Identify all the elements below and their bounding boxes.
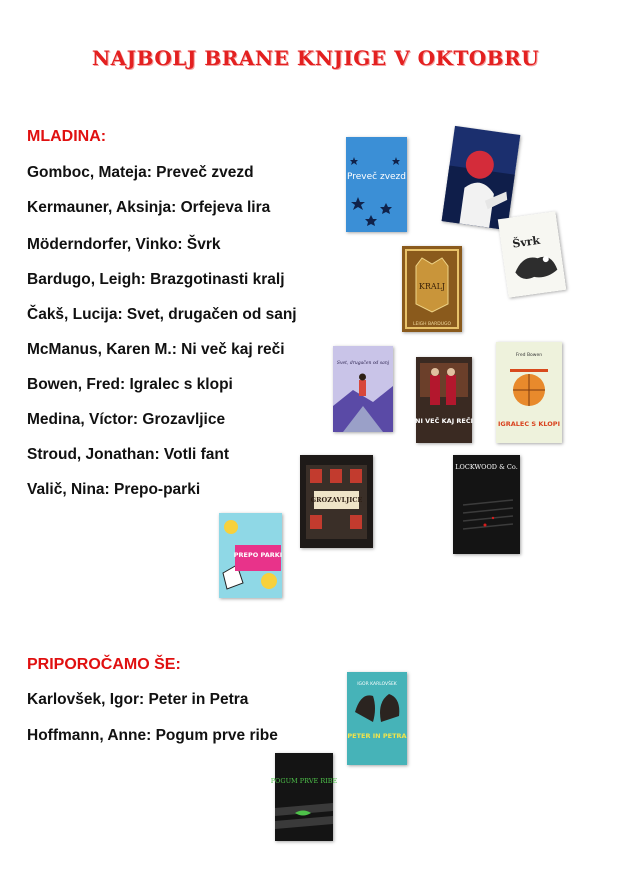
cover-title: Preveč zvezd (346, 172, 407, 182)
book-entry: Stroud, Jonathan: Votli fant (27, 446, 230, 463)
book-entry: Kermauner, Aksinja: Orfejeva lira (27, 199, 271, 216)
book-cover-prepo-parki (219, 513, 282, 598)
cover-title: Švrk (511, 233, 541, 251)
book-entry: Valič, Nina: Prepo-parki (27, 481, 201, 498)
book-entry: Bowen, Fred: Igralec s klopi (27, 376, 233, 393)
book-cover-svet-drugacen (333, 346, 393, 432)
book-entry: McManus, Karen M.: Ni več kaj reči (27, 341, 285, 358)
book-entry: Medina, Víctor: Grozavljice (27, 411, 226, 428)
cover-author: Fred Bowen (515, 353, 543, 358)
cover-title: NI VEČ KAJ REČI (414, 417, 474, 425)
page-title: NAJBOLJ BRANE KNJIGE V OKTOBRU (91, 46, 540, 70)
cover-title: IGRALEC S KLOPI (497, 420, 561, 428)
book-cover-pogum-prve-ribe (270, 753, 338, 841)
cover-title: KRALJ (418, 282, 446, 291)
book-cover-igralec-s-klopi (496, 342, 562, 443)
book-entry: Bardugo, Leigh: Brazgotinasti kralj (27, 271, 285, 288)
book-cover-peter-in-petra (347, 672, 407, 765)
book-entry: Karlovšek, Igor: Peter in Petra (27, 691, 249, 708)
cover-author: IGOR KARLOVŠEK (357, 682, 397, 687)
book-cover-svrk (498, 211, 566, 297)
section-heading-youth: MLADINA: (27, 128, 107, 145)
book-entry: Möderndorfer, Vinko: Švrk (27, 236, 221, 253)
book-cover-ni-vec-kaj-reci (416, 357, 472, 443)
section-heading-recommended: PRIPOROČAMO ŠE: (27, 656, 181, 673)
book-cover-orfejeva-lira (442, 126, 521, 230)
cover-title: Svet, drugačen od sanj (336, 361, 390, 366)
book-entry: Hoffmann, Anne: Pogum prve ribe (27, 727, 278, 744)
cover-title: LOCKWOOD & Co. (455, 463, 518, 471)
cover-title: POGUM PRVE RIBE (270, 777, 338, 785)
book-entry: Gomboc, Mateja: Preveč zvezd (27, 164, 254, 181)
cover-title: PREPO PARKI (233, 551, 283, 559)
cover-title: GROZAVLJICE (310, 496, 363, 504)
book-cover-prevec-zvezd (346, 137, 407, 232)
book-cover-grozavljice (300, 455, 373, 548)
cover-title: PETER IN PETRA (347, 732, 407, 740)
book-cover-votli-fant (453, 455, 520, 554)
cover-author: LEIGH BARDUGO (412, 322, 452, 327)
book-cover-brazgotinasti-kralj (402, 246, 462, 332)
book-entry: Čakš, Lucija: Svet, drugačen od sanj (27, 306, 297, 323)
